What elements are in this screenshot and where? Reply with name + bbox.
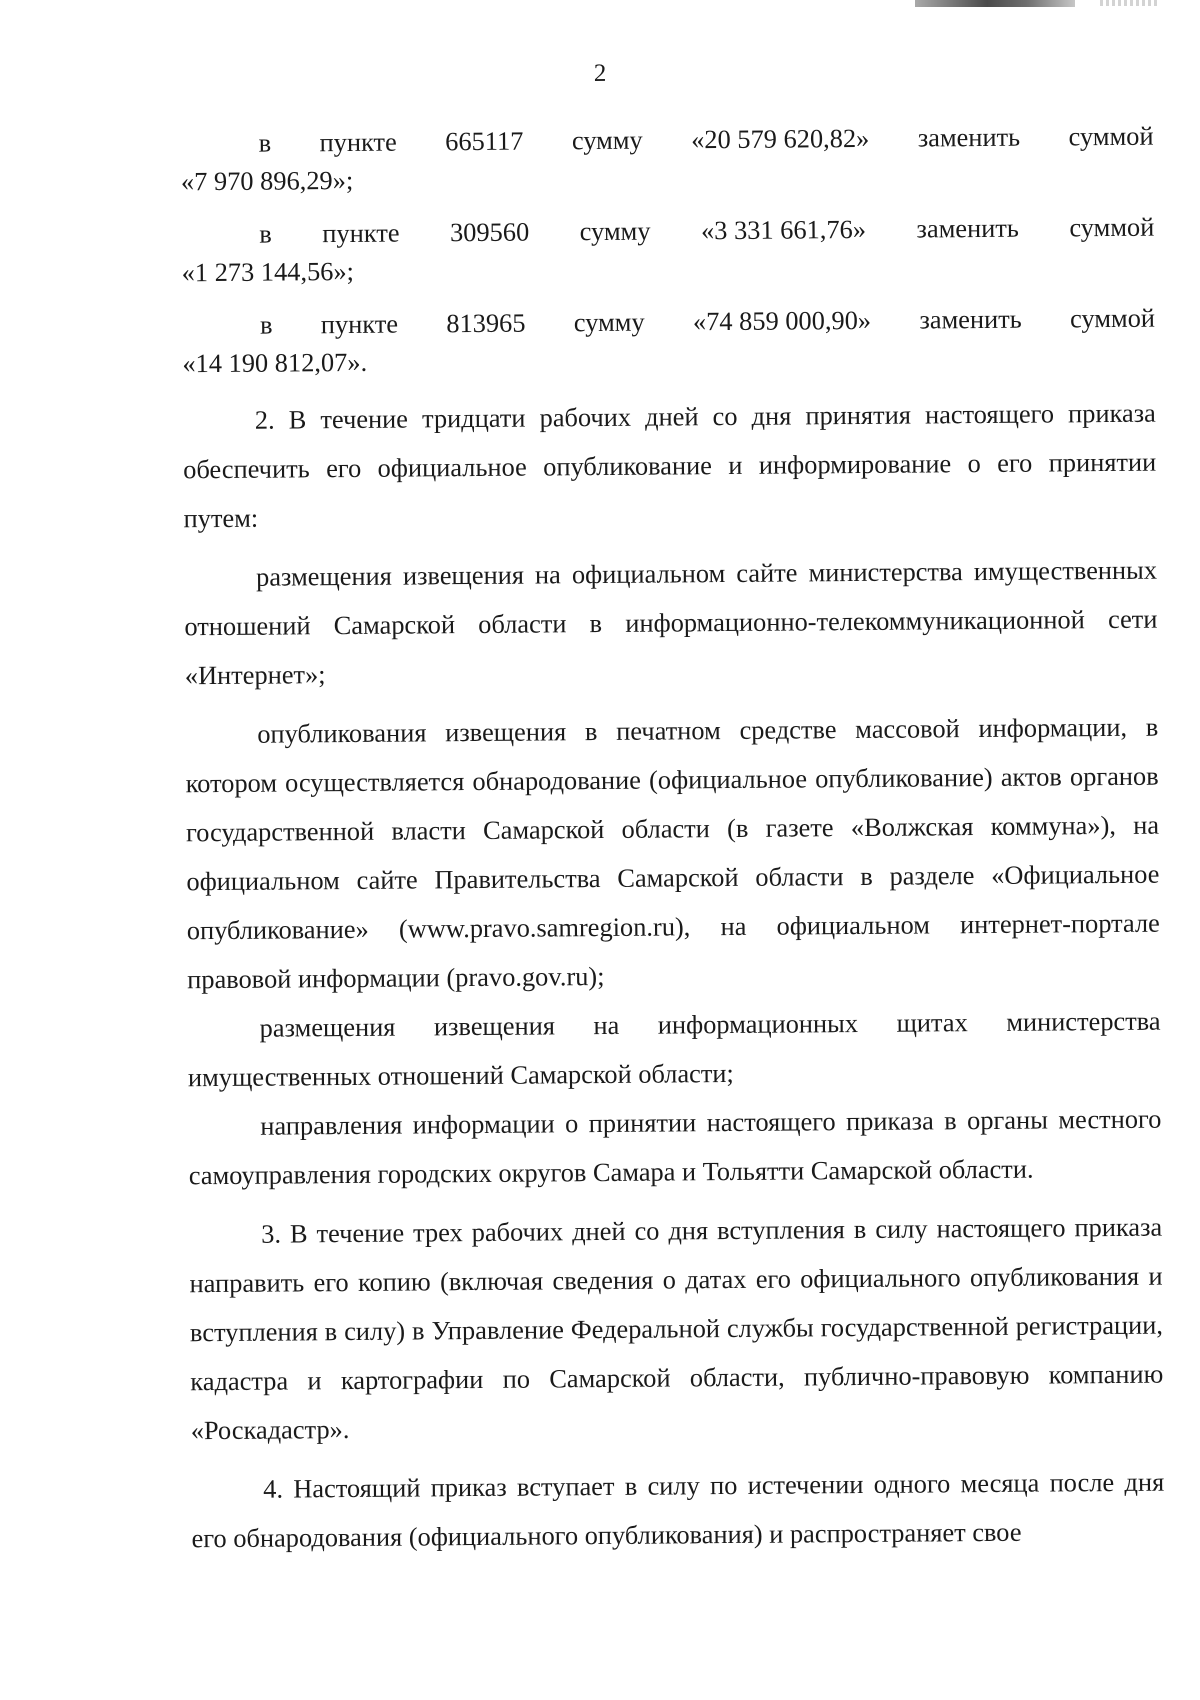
amendment-old-sum: «74 859 000,90» [692, 304, 872, 337]
amendment-number: 813965 [446, 307, 526, 339]
amendment-prefix: в [259, 218, 272, 249]
amendment-number: 665117 [445, 125, 524, 157]
amendment-word: пункте [319, 126, 397, 158]
amendment-old-sum: «20 579 620,82» [691, 122, 870, 155]
amendment-replace-word: заменить [919, 303, 1022, 335]
amendment-word: пункте [320, 308, 399, 340]
amendment-by-word: суммой [1069, 211, 1155, 243]
paragraph-2-item-local-gov: направления информации о принятии настоящего приказа в органы местного самоуправления городских округов Самара и Тольятти Самарской области. [188, 1103, 1162, 1191]
amendment-replace-word: заменить [916, 212, 1019, 244]
amendment-by-word: суммой [1068, 120, 1154, 152]
paragraph-4: 4. Настоящий приказ вступает в силу по истечении одного месяца после дня его обнародования (официального опубликования) и распространяет свое [191, 1466, 1165, 1554]
page-number: 2 [593, 59, 607, 88]
amendment-old-sum: «3 331 661,76» [700, 213, 867, 246]
paragraph-3: 3. В течение трех рабочих дней со дня вступления в силу настоящего приказа направить его копию (включая сведения о датах его официального опубликования и вступления в силу) в Управление Федеральной службы государственной регистрации, кадастра и картографии по Самарской области, публично-правовую компанию «Роскадастр». [189, 1211, 1164, 1446]
amendment-prefix: в [259, 309, 273, 340]
amendment-number: 309560 [449, 216, 530, 248]
amendment-by-word: суммой [1069, 302, 1156, 334]
amendment-prefix: в [258, 127, 272, 158]
amendment-new-sum: «14 190 812,07». [182, 346, 368, 379]
amendment-line [180, 116, 1153, 164]
amendment-new-sum: «1 273 144,56»; [181, 255, 355, 288]
paragraph-2-item-boards: размещения извещения на информационных щитах министерства имущественных отношений Самарской области; [187, 1005, 1161, 1093]
amendment-new-sum: «7 970 896,29»; [180, 164, 354, 197]
paragraph-2-item-print: опубликования извещения в печатном средстве массовой информации, в котором осуществляется обнародование (официальное опубликование) актов органов государственной власти Самарской области (в газете «Волжская коммуна»), на официальном сайте Правительства Самарской области в разделе «Официальное опубликование» (www.pravo.samregion.ru), на официальном интернет-портале правовой информации (pravo.gov.ru); [185, 711, 1160, 995]
amendment-sum-word: сумму [579, 215, 651, 247]
document-body [180, 116, 1164, 1564]
amendment-word: пункте [322, 217, 400, 249]
amendment-sum-word: сумму [573, 306, 645, 338]
amendment-replace-word: заменить [917, 121, 1021, 153]
amendment-line [181, 207, 1154, 255]
amendment-line [182, 298, 1155, 346]
paragraph-2-item-site: размещения извещения на официальном сайте министерства имущественных отношений Самарской области в информационно-телекоммуникационной сети «Интернет»; [184, 554, 1158, 691]
amendment-sum-word: сумму [571, 124, 643, 156]
paragraph-2: 2. В течение тридцати рабочих дней со дня принятия настоящего приказа обеспечить его официальное опубликование и информирование о его принятии путем: [183, 397, 1157, 534]
